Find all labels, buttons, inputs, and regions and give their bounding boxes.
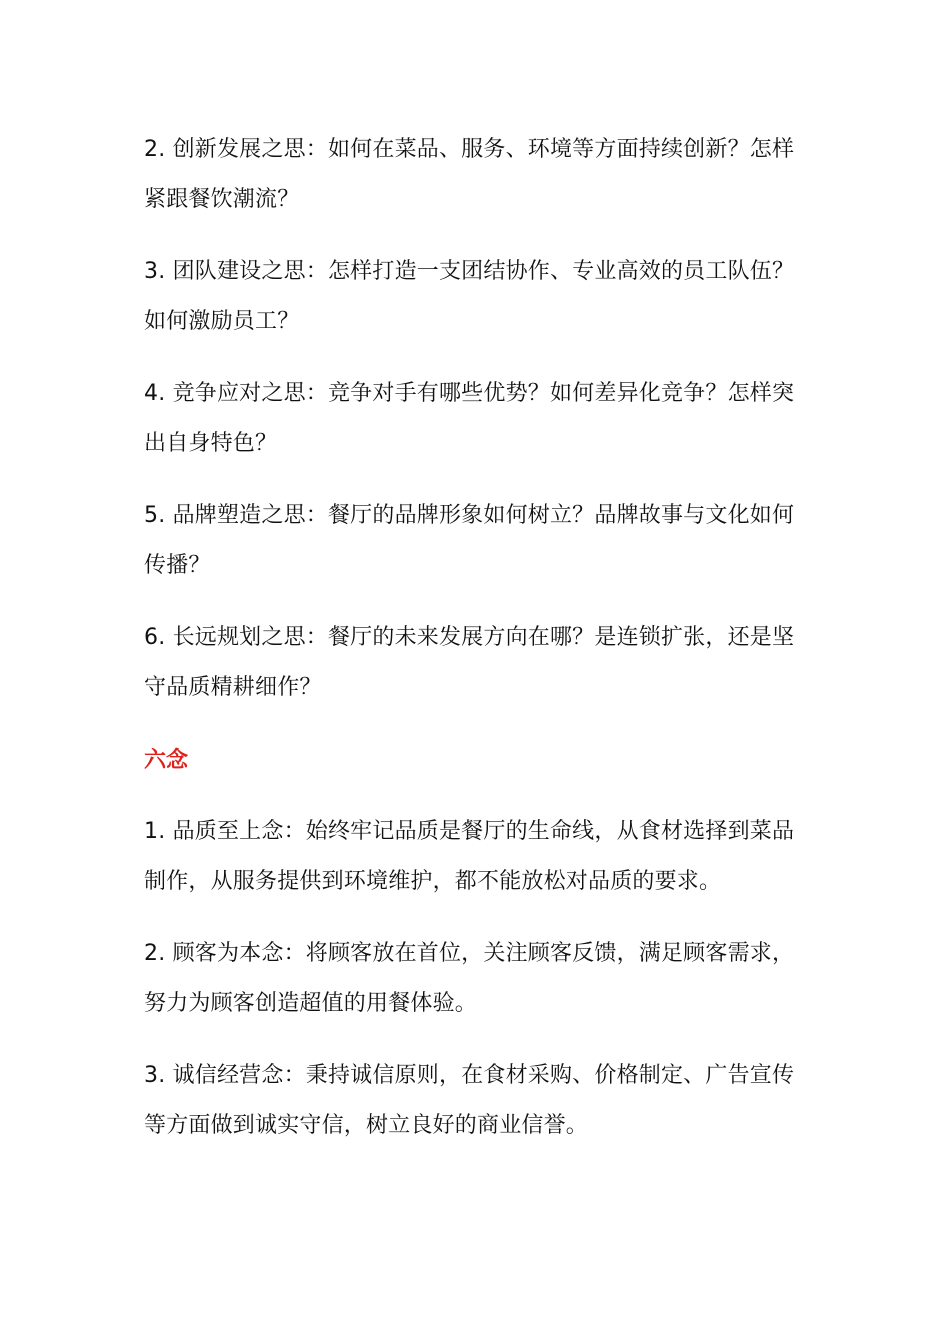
- paragraph-competition: 4. 竞争应对之思：竞争对手有哪些优势？如何差异化竞争？怎样突出自身特色？: [144, 381, 795, 456]
- section-heading: 六念: [144, 747, 189, 773]
- paragraph-quality: 1. 品质至上念：始终牢记品质是餐厅的生命线，从食材选择到菜品制作，从服务提供到环境维护，都不能放松对品质的要求。: [144, 819, 795, 894]
- paragraph-long-term-plan: 6. 长远规划之思：餐厅的未来发展方向在哪？是连锁扩张，还是坚守品质精耕细作？: [144, 625, 795, 700]
- paragraph-brand: 5. 品牌塑造之思：餐厅的品牌形象如何树立？品牌故事与文化如何传播？: [144, 503, 795, 578]
- paragraph-team-building: 3. 团队建设之思：怎样打造一支团结协作、专业高效的员工队伍？如何激励员工？: [144, 259, 795, 334]
- paragraph-customer: 2. 顾客为本念：将顾客放在首位，关注顾客反馈，满足顾客需求，努力为顾客创造超值的用餐体验。: [144, 941, 795, 1016]
- paragraph-innovation: 2. 创新发展之思：如何在菜品、服务、环境等方面持续创新？怎样紧跟餐饮潮流？: [144, 137, 795, 212]
- paragraph-integrity: 3. 诚信经营念：秉持诚信原则，在食材采购、价格制定、广告宣传等方面做到诚实守信，树立良好的商业信誉。: [144, 1063, 795, 1138]
